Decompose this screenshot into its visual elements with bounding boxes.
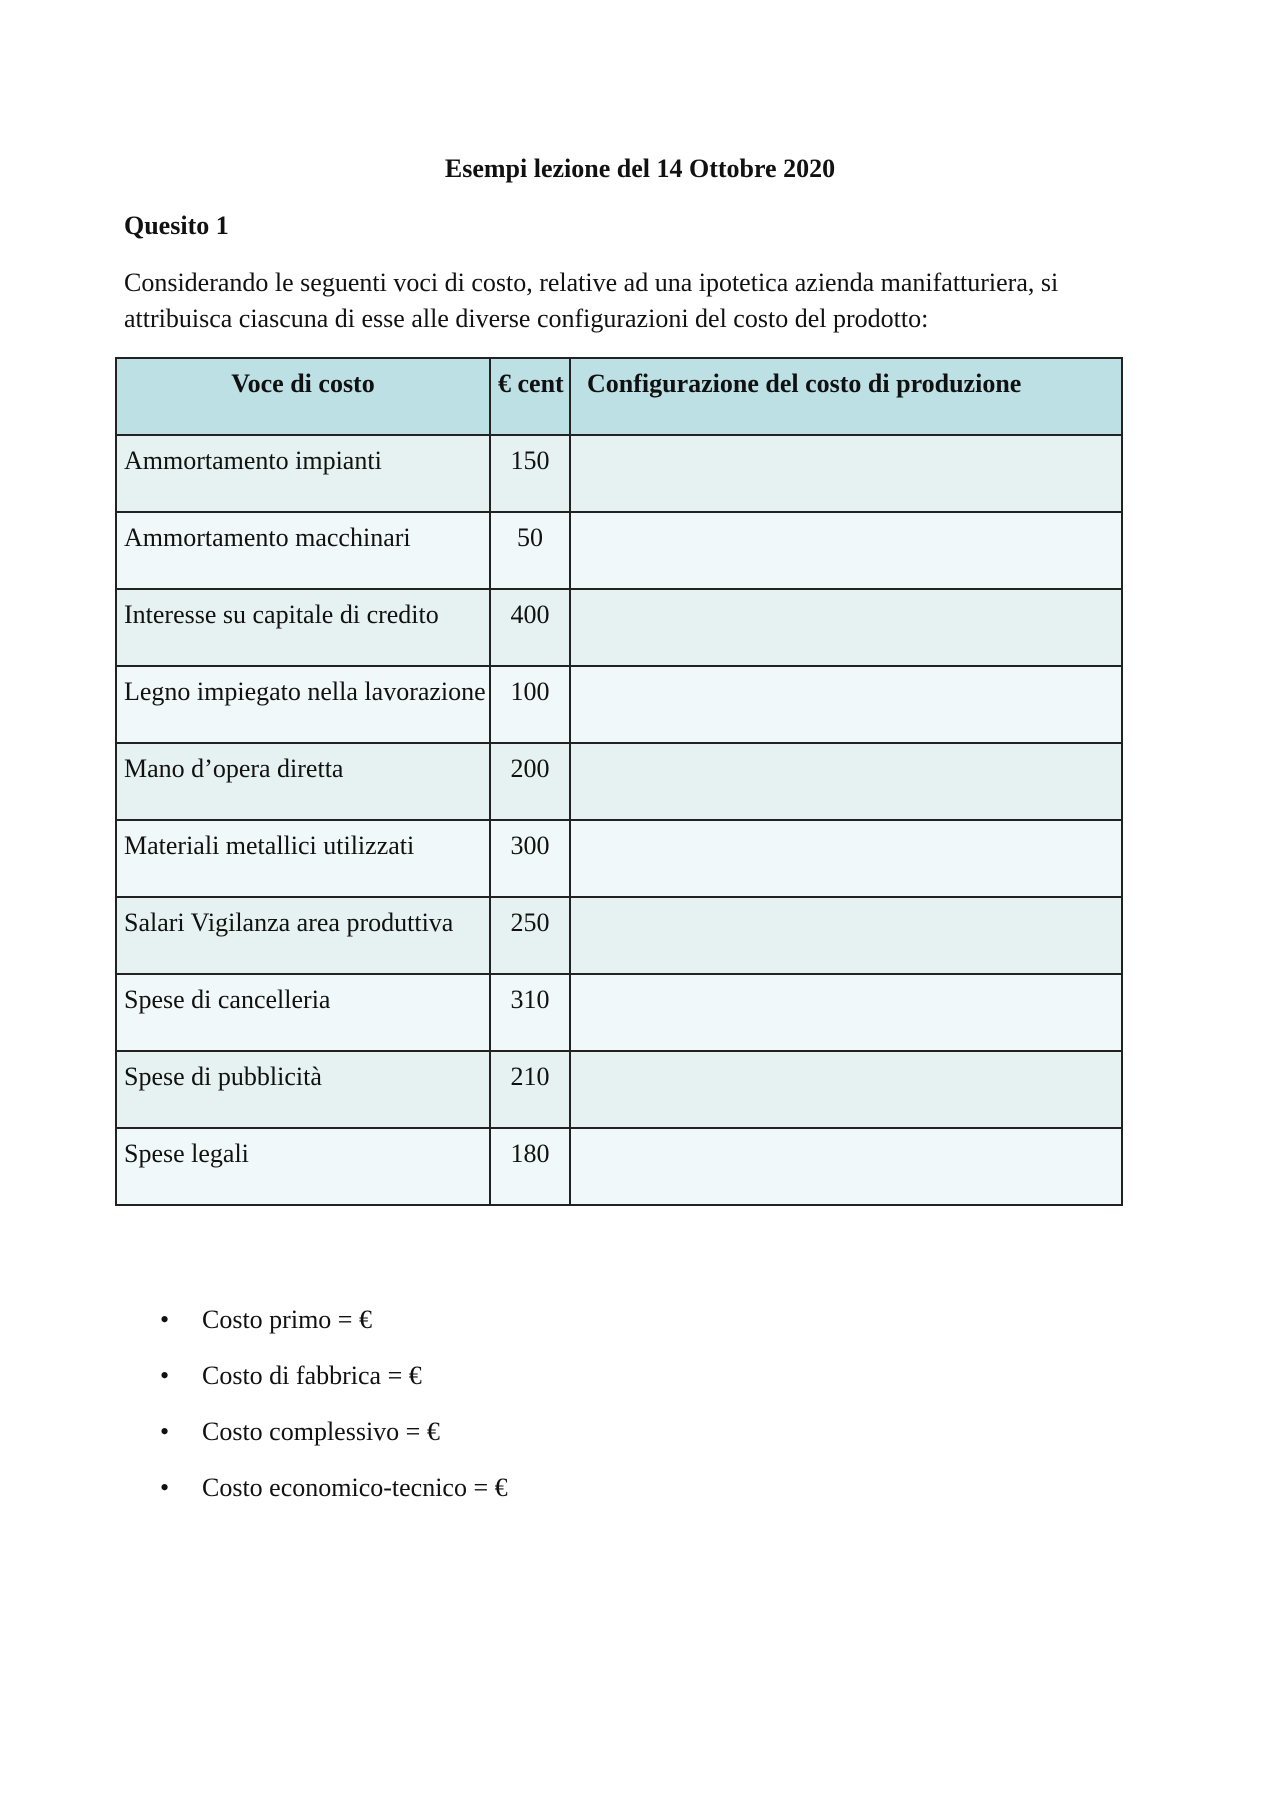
bullet-icon: • [160, 1361, 170, 1390]
amount-cell: 300 [490, 820, 570, 897]
configuration-cell[interactable] [570, 743, 1122, 820]
amount-cell: 200 [490, 743, 570, 820]
header-voce-di-costo: Voce di costo [116, 358, 490, 435]
cost-table [115, 357, 1123, 1206]
table-row [116, 666, 1122, 743]
amount-cell: 400 [490, 589, 570, 666]
total-label: Costo di fabbrica = € [202, 1361, 422, 1390]
table-header-row [116, 358, 1122, 435]
amount-cell: 210 [490, 1051, 570, 1128]
table-row [116, 897, 1122, 974]
table-row [116, 1051, 1122, 1128]
configuration-cell[interactable] [570, 512, 1122, 589]
total-item [0, 1470, 508, 1526]
configuration-cell[interactable] [570, 589, 1122, 666]
header-configurazione: Configurazione del costo di produzione [570, 358, 1122, 435]
amount-cell: 100 [490, 666, 570, 743]
cost-item-cell: Mano d’opera diretta [116, 743, 490, 820]
page-title: Esempi lezione del 14 Ottobre 2020 [444, 154, 836, 183]
table-row [116, 1128, 1122, 1205]
total-label: Costo economico-tecnico = € [202, 1473, 508, 1502]
total-item [0, 1358, 508, 1414]
amount-cell: 150 [490, 435, 570, 512]
total-item [0, 1302, 508, 1358]
intro-line: Considerando le seguenti voci di costo, relative ad una ipotetica azienda manifatturiera, si [124, 268, 1059, 297]
intro-line: attribuisca ciascuna di esse alle diverse configurazioni del costo del prodotto: [124, 304, 929, 333]
cost-item-cell: Legno impiegato nella lavorazione [116, 666, 490, 743]
bullet-icon: • [160, 1417, 170, 1446]
configuration-cell[interactable] [570, 1051, 1122, 1128]
table-row [116, 589, 1122, 666]
cost-item-cell: Spese di pubblicità [116, 1051, 490, 1128]
configuration-cell[interactable] [570, 897, 1122, 974]
cost-item-cell: Spese di cancelleria [116, 974, 490, 1051]
amount-cell: 310 [490, 974, 570, 1051]
table-row [116, 820, 1122, 897]
cost-item-cell: Ammortamento macchinari [116, 512, 490, 589]
table-row [116, 743, 1122, 820]
configuration-cell[interactable] [570, 435, 1122, 512]
table-row [116, 974, 1122, 1051]
configuration-cell[interactable] [570, 666, 1122, 743]
total-label: Costo primo = € [202, 1305, 372, 1334]
question-heading: Quesito 1 [124, 211, 229, 240]
bullet-icon: • [160, 1305, 170, 1334]
cost-item-cell: Spese legali [116, 1128, 490, 1205]
header-euro-cent: € cent [490, 358, 570, 435]
configuration-cell[interactable] [570, 820, 1122, 897]
cost-item-cell: Materiali metallici utilizzati [116, 820, 490, 897]
cost-item-cell: Ammortamento impianti [116, 435, 490, 512]
amount-cell: 180 [490, 1128, 570, 1205]
total-item [0, 1414, 508, 1470]
intro-paragraph [124, 265, 1124, 337]
total-label: Costo complessivo = € [202, 1417, 440, 1446]
cost-item-cell: Interesse su capitale di credito [116, 589, 490, 666]
amount-cell: 250 [490, 897, 570, 974]
configuration-cell[interactable] [570, 1128, 1122, 1205]
table-row [116, 435, 1122, 512]
totals-list [0, 1302, 508, 1526]
cost-item-cell: Salari Vigilanza area produttiva [116, 897, 490, 974]
amount-cell: 50 [490, 512, 570, 589]
configuration-cell[interactable] [570, 974, 1122, 1051]
bullet-icon: • [160, 1473, 170, 1502]
table-row [116, 512, 1122, 589]
